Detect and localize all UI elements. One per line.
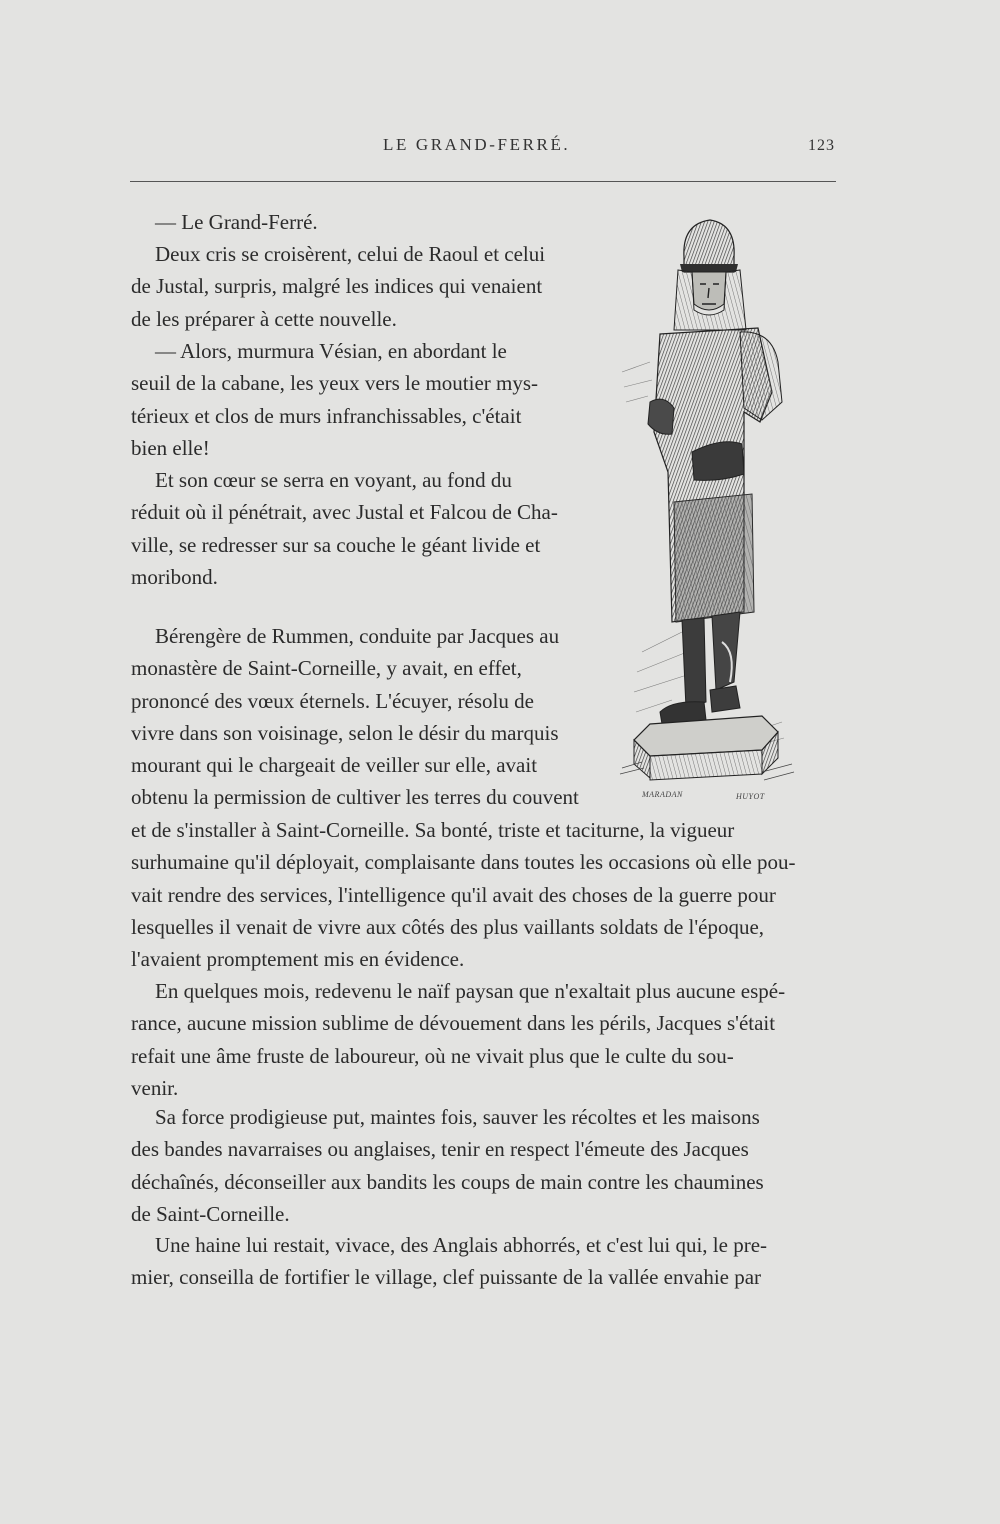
paragraph-8 <box>131 1229 839 1294</box>
statue-illustration <box>612 212 802 810</box>
paragraph-5-continued <box>131 814 839 975</box>
paragraph-7 <box>131 1101 839 1230</box>
text-line: venir. <box>131 1075 179 1100</box>
text-line: Deux cris se croisèrent, celui de Raoul et celui <box>155 242 546 266</box>
text-line: En quelques mois, redevenu le naïf paysan que n'exaltait plus aucune espé- <box>155 979 786 1003</box>
text-line: de les préparer à cette nouvelle. <box>131 306 397 331</box>
text-line: mier, conseilla de fortifier le village, clef puissante de la vallée envahie par <box>131 1265 762 1290</box>
statue-engraving <box>612 212 802 810</box>
text-line: — Le Grand-Ferré. <box>155 210 318 234</box>
paragraph-6 <box>131 975 839 1104</box>
text-line: de Saint-Corneille. <box>131 1201 290 1226</box>
text-line: et de s'installer à Saint-Corneille. Sa bonté, triste et taciturne, la vigueur <box>131 818 735 842</box>
text-line: l'avaient promptement mis en évidence. <box>131 947 465 972</box>
paragraph-5 <box>131 620 603 814</box>
text-line: Bérengère de Rummen, conduite par Jacques au <box>155 624 560 648</box>
text-line: des bandes navarraises ou anglaises, tenir en respect l'émeute des Jacques <box>131 1137 749 1162</box>
text-line: vivre dans son voisinage, selon le désir du marquis <box>131 720 559 745</box>
text-line: moribond. <box>131 564 218 589</box>
paragraph-2 <box>131 238 603 335</box>
text-line: obtenu la permission de cultiver les terres du couvent <box>131 785 579 810</box>
paragraph-3 <box>131 335 603 464</box>
running-head <box>0 133 1000 163</box>
text-line: mourant qui le chargeait de veiller sur elle, avait <box>131 753 538 778</box>
text-line: ville, se redresser sur sa couche le géant livide et <box>131 532 541 557</box>
text-line: térieux et clos de murs infranchissables, c'était <box>131 403 522 428</box>
paragraph-4 <box>131 464 603 593</box>
text-line: rance, aucune mission sublime de dévouement dans les périls, Jacques s'était <box>131 1011 776 1036</box>
text-line: refait une âme fruste de laboureur, où ne vivait plus que le culte du sou- <box>131 1043 734 1068</box>
running-title: LE GRAND-FERRÉ. <box>383 135 571 154</box>
text-line: vait rendre des services, l'intelligence qu'il avait des choses de la guerre pour <box>131 882 776 907</box>
text-line: de Justal, surpris, malgré les indices qui venaient <box>131 274 543 299</box>
text-line: réduit où il pénétrait, avec Justal et Falcou de Cha- <box>131 500 558 525</box>
text-line: — Alors, murmura Vésian, en abordant le <box>155 339 507 363</box>
text-line: Une haine lui restait, vivace, des Anglais abhorrés, et c'est lui qui, le pre- <box>155 1233 768 1257</box>
text-line: Sa force prodigieuse put, maintes fois, sauver les récoltes et les maisons <box>155 1105 760 1129</box>
text-line: surhumaine qu'il déployait, complaisante dans toutes les occasions où elle pou- <box>131 850 796 875</box>
paragraph-1 <box>131 206 603 238</box>
text-line: bien elle! <box>131 435 210 460</box>
text-line: lesquelles il venait de vivre aux côtés des plus vaillants soldats de l'époque, <box>131 914 765 939</box>
page-number: 123 <box>808 137 835 154</box>
text-line: déchaînés, déconseiller aux bandits les coups de main contre les chaumines <box>131 1169 764 1194</box>
engraver-signature-left: MARADAN <box>642 790 683 799</box>
engraver-signature-right: HUYOT <box>736 792 765 801</box>
text-line: monastère de Saint-Corneille, y avait, en effet, <box>131 656 522 681</box>
text-line: prononcé des vœux éternels. L'écuyer, résolu de <box>131 688 534 713</box>
text-line: seuil de la cabane, les yeux vers le moutier mys- <box>131 371 539 396</box>
header-rule <box>130 181 836 182</box>
text-line: Et son cœur se serra en voyant, au fond du <box>155 468 512 492</box>
